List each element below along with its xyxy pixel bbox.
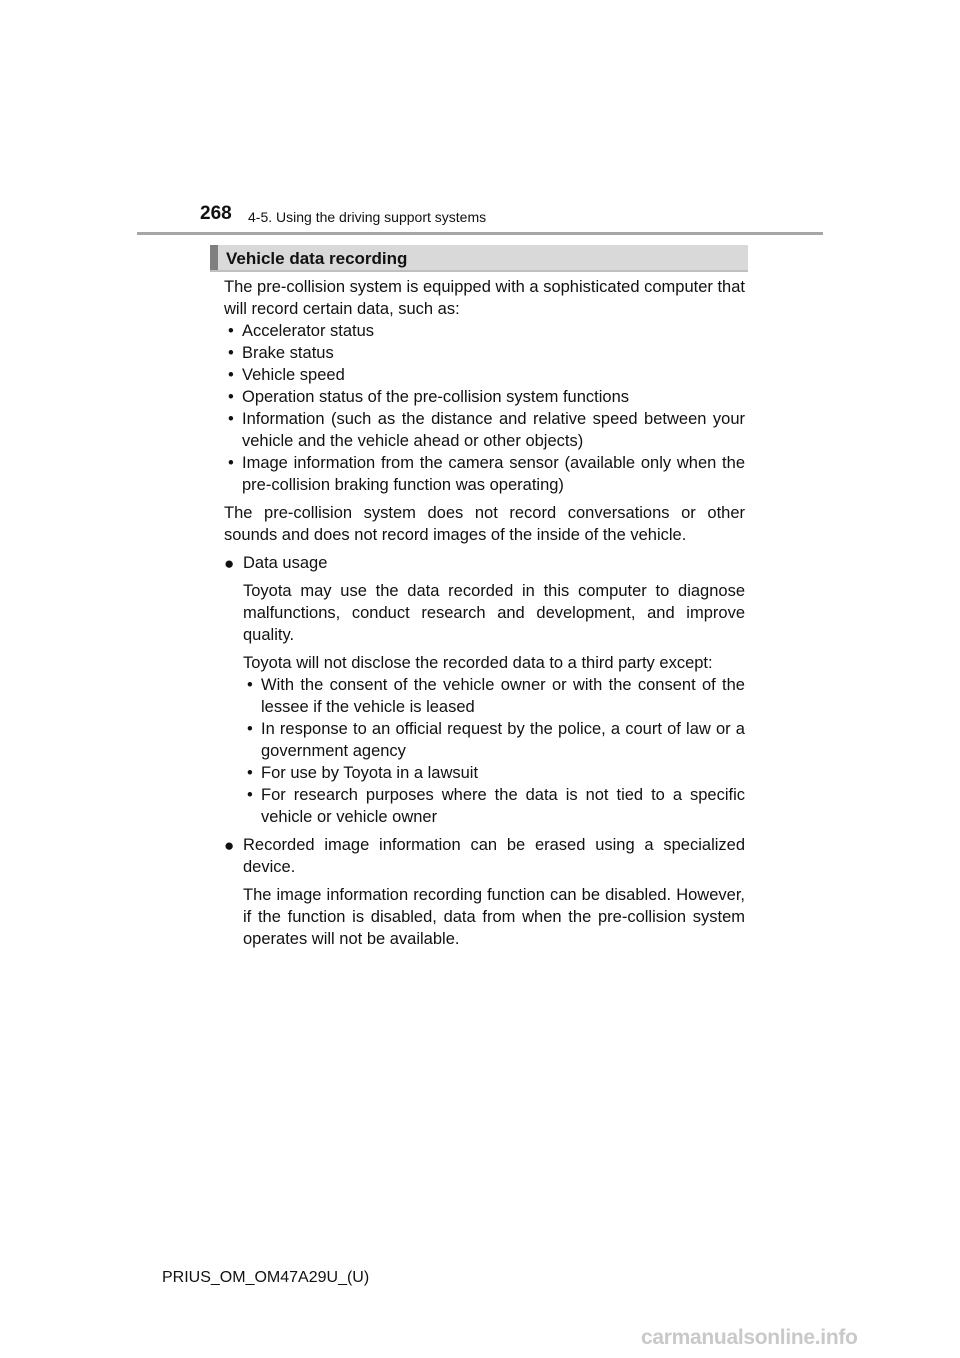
list-item: • Image information from the camera sensor (available only when the pre-collision braking function was operating) — [224, 452, 745, 496]
list-item: • For use by Toyota in a lawsuit — [243, 762, 745, 784]
header-rule — [137, 232, 823, 235]
bullet-dot-icon: ● — [224, 836, 235, 855]
list-item: • With the consent of the vehicle owner or with the consent of the lessee if the vehicle is leased — [243, 674, 745, 718]
section-title: 4-5. Using the driving support systems — [248, 209, 487, 225]
not-recorded-paragraph: The pre-collision system does not record conversations or other sounds and does not record images of the inside of the vehicle. — [224, 504, 745, 544]
heading-underline — [210, 270, 748, 272]
list-item: • Operation status of the pre-collision system functions — [224, 386, 745, 408]
erase-title: Recorded image information can be erased using a specialized device. — [243, 836, 745, 876]
data-usage-title: Data usage — [243, 554, 328, 572]
data-usage-paragraph: Toyota may use the data recorded in this computer to diagnose malfunctions, conduct research and development, and improve quality. — [243, 582, 745, 644]
data-usage-section — [224, 552, 745, 828]
page-number: 268 — [200, 203, 232, 224]
watermark: carmanualsonline.info — [641, 1326, 858, 1349]
intro-paragraph: The pre-collision system is equipped with a sophisticated computer that will record certain data, such as: — [224, 278, 745, 318]
erase-paragraph: The image information recording function can be disabled. However, if the function is disabled, data from when the pre-collision system operates will not be available. — [243, 886, 745, 948]
data-usage-disclosure: Toyota will not disclose the recorded data to a third party except: — [243, 654, 713, 672]
list-item: • Brake status — [224, 342, 745, 364]
footer-code: PRIUS_OM_OM47A29U_(U) — [162, 1269, 370, 1286]
bullet-dot-icon: ● — [224, 554, 235, 573]
list-item: • Accelerator status — [224, 320, 745, 342]
recorded-items-list — [224, 320, 745, 496]
erase-section — [224, 834, 745, 950]
heading-bar — [210, 245, 748, 272]
list-item: • Information (such as the distance and relative speed between your vehicle and the vehicle ahead or other objects) — [224, 408, 745, 452]
exceptions-list — [243, 674, 745, 828]
list-item: • Vehicle speed — [224, 364, 745, 386]
list-item: • For research purposes where the data is not tied to a specific vehicle or vehicle owner — [243, 784, 745, 828]
heading-text: Vehicle data recording — [226, 249, 408, 268]
body-content — [224, 276, 745, 956]
list-item: • In response to an official request by the police, a court of law or a government agency — [243, 718, 745, 762]
